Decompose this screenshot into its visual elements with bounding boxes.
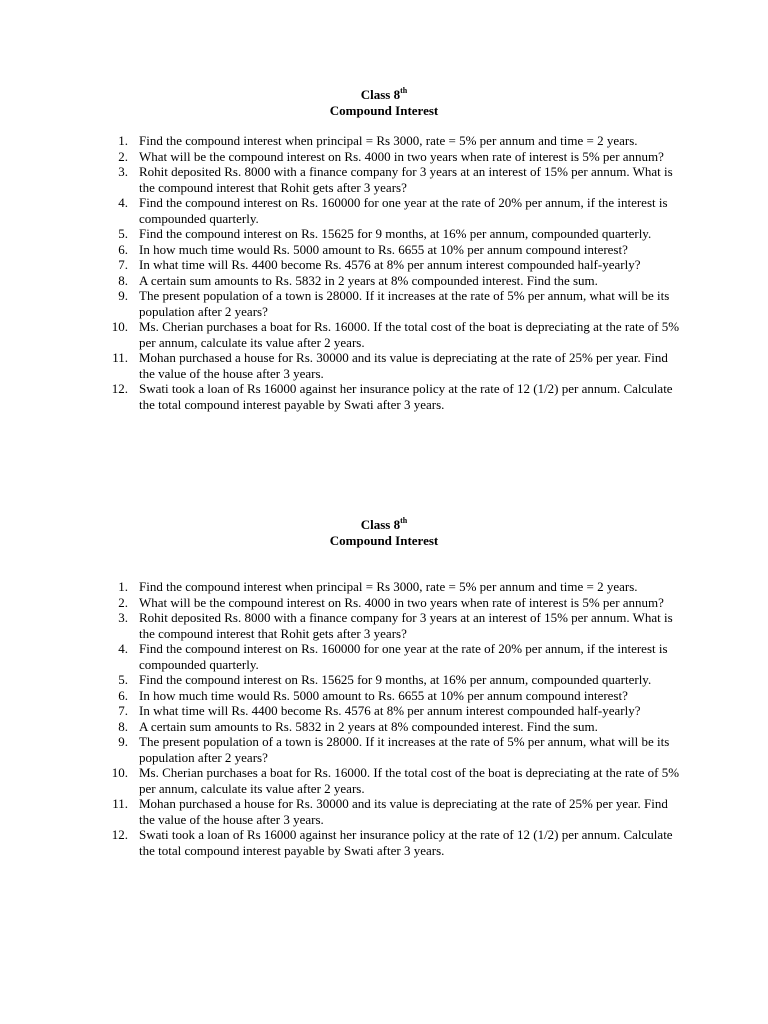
question-item <box>0 703 768 719</box>
class-label: Class 8 <box>360 87 401 102</box>
question-item <box>0 765 768 796</box>
question-number: 1. <box>118 579 128 594</box>
class-suffix: th <box>400 85 408 95</box>
question-number: 1. <box>118 133 128 148</box>
question-item <box>0 734 768 765</box>
question-number: 4. <box>118 195 128 210</box>
worksheet-title: Compound Interest <box>329 103 439 118</box>
question-text: In how much time would Rs. 5000 amount to Rs. 6655 at 10% per annum compound interest? <box>139 241 628 257</box>
question-item <box>0 610 768 641</box>
question-number: 7. <box>118 257 128 272</box>
question-item <box>0 226 768 242</box>
question-item <box>0 641 768 672</box>
question-item <box>0 319 768 350</box>
question-text: Rohit deposited Rs. 8000 with a finance company for 3 years at an interest of 15% per annum. What is the compound interest that Rohit gets after 3 years? <box>139 164 673 195</box>
question-item <box>0 288 768 319</box>
question-item <box>0 350 768 381</box>
question-text: Find the compound interest on Rs. 160000 for one year at the rate of 20% per annum, if the interest is compounded quarterly. <box>139 195 668 226</box>
question-item <box>0 133 768 149</box>
question-text: What will be the compound interest on Rs. 4000 in two years when rate of interest is 5% per annum? <box>139 148 664 164</box>
question-item <box>0 381 768 412</box>
question-item <box>0 273 768 289</box>
question-text: A certain sum amounts to Rs. 5832 in 2 years at 8% compounded interest. Find the sum. <box>139 272 598 288</box>
question-text: Mohan purchased a house for Rs. 30000 and its value is depreciating at the rate of 25% per year. Find the value of the house after 3 years. <box>139 796 668 827</box>
question-text: What will be the compound interest on Rs. 4000 in two years when rate of interest is 5% per annum? <box>139 594 664 610</box>
class-label: Class 8 <box>360 517 401 532</box>
question-text: Find the compound interest on Rs. 15625 for 9 months, at 16% per annum, compounded quarterly. <box>139 226 652 241</box>
question-item <box>0 164 768 195</box>
question-text: Swati took a loan of Rs 16000 against her insurance policy at the rate of 12 (1/2) per annum. Calculate the total compound interest payable by Swati after 3 years. <box>139 827 673 858</box>
question-item <box>0 257 768 273</box>
question-item <box>0 827 768 858</box>
question-number: 6. <box>118 687 128 703</box>
question-item <box>0 149 768 165</box>
question-text: In how much time would Rs. 5000 amount to Rs. 6655 at 10% per annum compound interest? <box>139 687 628 703</box>
question-item <box>0 195 768 226</box>
question-number: 8. <box>118 718 128 734</box>
question-number: 7. <box>118 703 128 718</box>
question-text: In what time will Rs. 4400 become Rs. 4576 at 8% per annum interest compounded half-yearly? <box>139 257 641 272</box>
question-item <box>0 579 768 595</box>
question-text: The present population of a town is 28000. If it increases at the rate of 5% per annum, what will be its population after 2 years? <box>139 734 670 765</box>
question-number: 4. <box>118 641 128 656</box>
question-text: A certain sum amounts to Rs. 5832 in 2 years at 8% compounded interest. Find the sum. <box>139 718 598 734</box>
question-text: Rohit deposited Rs. 8000 with a finance company for 3 years at an interest of 15% per annum. What is the compound interest that Rohit gets after 3 years? <box>139 610 673 641</box>
question-text: Find the compound interest when principal = Rs 3000, rate = 5% per annum and time = 2 years. <box>139 579 638 594</box>
question-list <box>0 133 768 412</box>
question-item <box>0 719 768 735</box>
question-number: 6. <box>118 241 128 257</box>
question-number: 9. <box>118 734 128 749</box>
question-list <box>0 579 768 858</box>
question-text: Swati took a loan of Rs 16000 against her insurance policy at the rate of 12 (1/2) per annum. Calculate the total compound interest payable by Swati after 3 years. <box>139 381 673 412</box>
question-number: 5. <box>118 672 128 687</box>
question-number: 9. <box>118 288 128 303</box>
question-text: In what time will Rs. 4400 become Rs. 4576 at 8% per annum interest compounded half-yearly? <box>139 703 641 718</box>
question-item <box>0 688 768 704</box>
question-item <box>0 242 768 258</box>
question-text: Find the compound interest when principal = Rs 3000, rate = 5% per annum and time = 2 years. <box>139 133 638 148</box>
question-number: 11. <box>112 350 128 365</box>
question-text: Find the compound interest on Rs. 160000 for one year at the rate of 20% per annum, if the interest is compounded quarterly. <box>139 641 668 672</box>
question-number: 3. <box>118 164 128 179</box>
question-number: 2. <box>118 594 128 610</box>
question-number: 8. <box>118 272 128 288</box>
class-heading <box>0 517 768 533</box>
worksheet-top <box>0 85 768 412</box>
question-text: The present population of a town is 28000. If it increases at the rate of 5% per annum, what will be its population after 2 years? <box>139 288 670 319</box>
question-number: 10. <box>111 319 128 334</box>
question-number: 12. <box>111 827 128 842</box>
question-number: 10. <box>111 765 128 780</box>
worksheet-bottom <box>0 515 768 858</box>
class-heading <box>0 87 768 103</box>
question-number: 12. <box>111 381 128 396</box>
question-text: Ms. Cherian purchases a boat for Rs. 16000. If the total cost of the boat is depreciating at the rate of 5% per annum, calculate its value after 2 years. <box>139 765 680 796</box>
question-item <box>0 595 768 611</box>
question-text: Find the compound interest on Rs. 15625 for 9 months, at 16% per annum, compounded quarterly. <box>139 672 652 687</box>
question-item <box>0 672 768 688</box>
question-item <box>0 796 768 827</box>
question-number: 11. <box>112 796 128 811</box>
worksheet-title: Compound Interest <box>329 533 439 548</box>
question-text: Ms. Cherian purchases a boat for Rs. 16000. If the total cost of the boat is depreciating at the rate of 5% per annum, calculate its value after 2 years. <box>139 319 680 350</box>
question-number: 3. <box>118 610 128 625</box>
question-text: Mohan purchased a house for Rs. 30000 and its value is depreciating at the rate of 25% per year. Find the value of the house after 3 years. <box>139 350 668 381</box>
question-number: 5. <box>118 226 128 241</box>
question-number: 2. <box>118 148 128 164</box>
class-suffix: th <box>400 515 408 525</box>
